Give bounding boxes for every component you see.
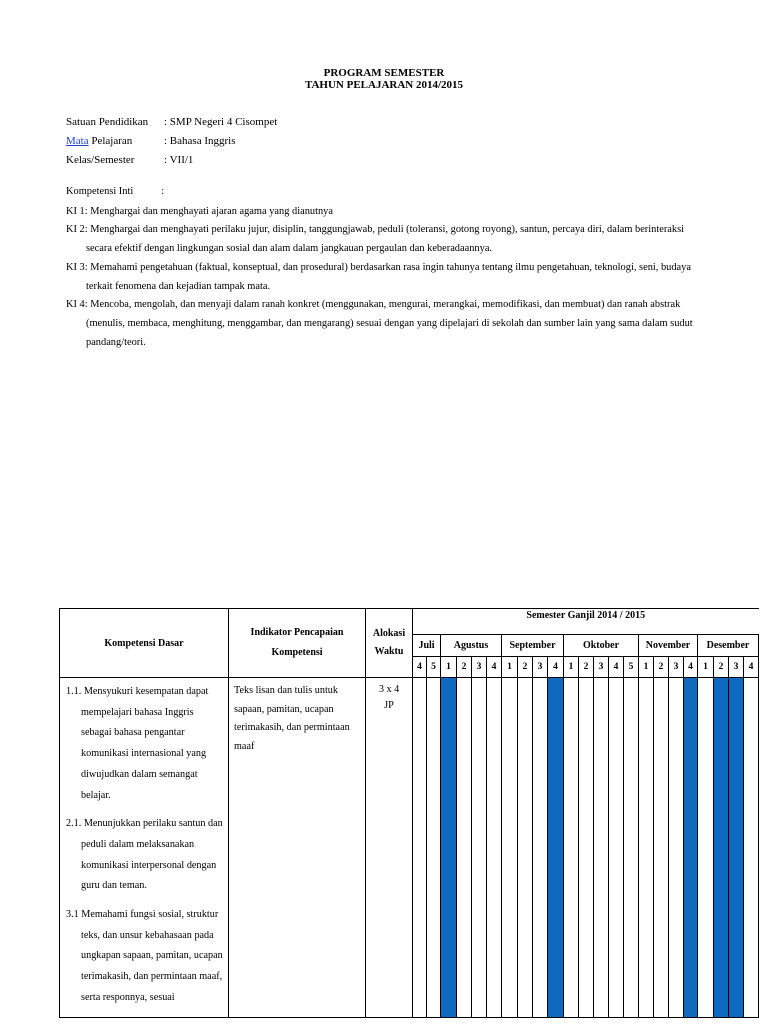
- kd-3-1: 3.1 Memahami fungsi sosial, struktur teks, dan unsur kebahasaan pada ungkapan sapaan, pamitan, ucapan terimakasih, dan permintaan maaf, serta responnya, sesuai: [66, 909, 223, 1003]
- week-label: 4: [548, 657, 564, 678]
- week-label: 1: [564, 657, 579, 678]
- week-label: 3: [472, 657, 487, 678]
- week-label: 4: [413, 657, 427, 678]
- identity-value: : Bahasa Inggris: [164, 135, 236, 147]
- schedule-cell-filled: [684, 678, 698, 1018]
- schedule-cell-filled: [729, 678, 744, 1018]
- ki-3: KI 3: Memahami pengetahuan (faktual, konseptual, dan prosedural) berdasarkan rasa ingin tahunya tentang ilmu pengetahuan, teknologi, seni, budaya terkait fenomena dan kejadian tampak mata.: [66, 261, 691, 292]
- schedule-cell: [487, 678, 502, 1018]
- week-label: 3: [594, 657, 609, 678]
- ki-4: KI 4: Mencoba, mengolah, dan menyaji dalam ranah konkret (menggunakan, mengurai, merangkai, memodifikasi, dan membuat) dan ranah abstrak (menulis, membaca, menghitung, menggambar, dan mengarang) sesuai dengan yang dipelajari di sekolah dan sumber lain yang sama dalam sudut pandang/teori.: [66, 299, 693, 348]
- schedule-cell: [654, 678, 669, 1018]
- week-label: 3: [533, 657, 548, 678]
- identity-label: Mata Pelajaran: [66, 135, 133, 147]
- schedule-cell: [472, 678, 487, 1018]
- schedule-cell: [457, 678, 472, 1018]
- week-label: 1: [698, 657, 714, 678]
- schedule-cell: [639, 678, 654, 1018]
- semester-schedule-table: [59, 608, 759, 1018]
- ki-2: KI 2: Menghargai dan menghayati perilaku jujur, disiplin, tanggungjawab, peduli (toleransi, gotong royong), santun, percaya diri, dalam berinteraksi secara efektif dengan lingkungan sosial dan alam dalam jangkauan pergaulan dan keberadaannya.: [66, 224, 685, 255]
- week-label: 1: [502, 657, 518, 678]
- schedule-cell: [624, 678, 639, 1018]
- month-september: September: [502, 635, 564, 657]
- schedule-cell: [744, 678, 759, 1018]
- ki-heading: Kompetensi Inti :: [66, 186, 165, 197]
- identity-label: Satuan Pendidikan: [66, 116, 149, 128]
- schedule-cell: [698, 678, 714, 1018]
- schedule-cell: [518, 678, 533, 1018]
- document-subtitle: TAHUN PELAJARAN 2014/2015: [304, 79, 464, 91]
- header-alokasi: Alokasi Waktu: [366, 609, 413, 678]
- kd-2-1: 2.1. Menunjukkan perilaku santun dan peduli dalam melaksanakan komunikasi interpersonal dengan guru dan teman.: [66, 818, 223, 892]
- schedule-cell: [609, 678, 624, 1018]
- indikator-cell: Teks lisan dan tulis untuk sapaan, pamitan, ucapan terimakasih, dan permintaan maaf: [229, 678, 366, 1018]
- week-label: 4: [744, 657, 759, 678]
- month-juli: Juli: [413, 635, 441, 657]
- month-november: November: [639, 635, 698, 657]
- identity-row-kelas: [66, 153, 193, 167]
- week-label: 2: [579, 657, 594, 678]
- week-label: 2: [654, 657, 669, 678]
- identity-label: Kelas/Semester: [66, 154, 135, 166]
- kompetensi-dasar-cell: [60, 678, 229, 1018]
- alokasi-value: 3 x 4: [378, 684, 400, 695]
- ki-1: KI 1: Menghargai dan menghayati ajaran agama yang dianutnya: [66, 205, 333, 217]
- week-label: 4: [609, 657, 624, 678]
- schedule-cell: [502, 678, 518, 1018]
- schedule-cell: [564, 678, 579, 1018]
- week-label: 1: [639, 657, 654, 678]
- week-label: 3: [669, 657, 684, 678]
- week-label: 2: [457, 657, 472, 678]
- schedule-cell: [413, 678, 427, 1018]
- alokasi-cell: [366, 678, 413, 1018]
- identity-row-mapel: [66, 134, 235, 148]
- schedule-cell: [594, 678, 609, 1018]
- schedule-cell-filled: [441, 678, 457, 1018]
- identity-value: : VII/1: [164, 154, 194, 166]
- schedule-cell-filled: [714, 678, 729, 1018]
- kd-1-1: 1.1. Mensyukuri kesempatan dapat mempelajari bahasa Inggris sebagai bahasa pengantar komunikasi internasional yang diwujudkan dalam semangat belajar.: [66, 686, 209, 801]
- kompetensi-inti: [66, 183, 706, 352]
- document-title: PROGRAM SEMESTER: [323, 67, 445, 79]
- header-semester: Semester Ganjil 2014 / 2015: [413, 609, 759, 635]
- week-label: 5: [624, 657, 639, 678]
- week-label: 3: [729, 657, 744, 678]
- week-label: 4: [487, 657, 502, 678]
- alokasi-unit: JP: [384, 700, 394, 711]
- schedule-cell: [579, 678, 594, 1018]
- mata-link[interactable]: Mata: [66, 135, 89, 147]
- header-indikator: Indikator Pencapaian Kompetensi: [229, 609, 366, 678]
- identity-row-satuan: [66, 115, 277, 129]
- week-label: 2: [518, 657, 533, 678]
- week-label: 5: [427, 657, 441, 678]
- schedule-cell: [669, 678, 684, 1018]
- schedule-cell-filled: [548, 678, 564, 1018]
- month-oktober: Oktober: [564, 635, 639, 657]
- schedule-cell: [533, 678, 548, 1018]
- month-desember: Desember: [698, 635, 759, 657]
- month-agustus: Agustus: [441, 635, 502, 657]
- week-label: 2: [714, 657, 729, 678]
- week-label: 4: [684, 657, 698, 678]
- header-kompetensi-dasar: Kompetensi Dasar: [60, 609, 229, 678]
- schedule-cell: [427, 678, 441, 1018]
- identity-value: : SMP Negeri 4 Cisompet: [164, 116, 278, 128]
- week-label: 1: [441, 657, 457, 678]
